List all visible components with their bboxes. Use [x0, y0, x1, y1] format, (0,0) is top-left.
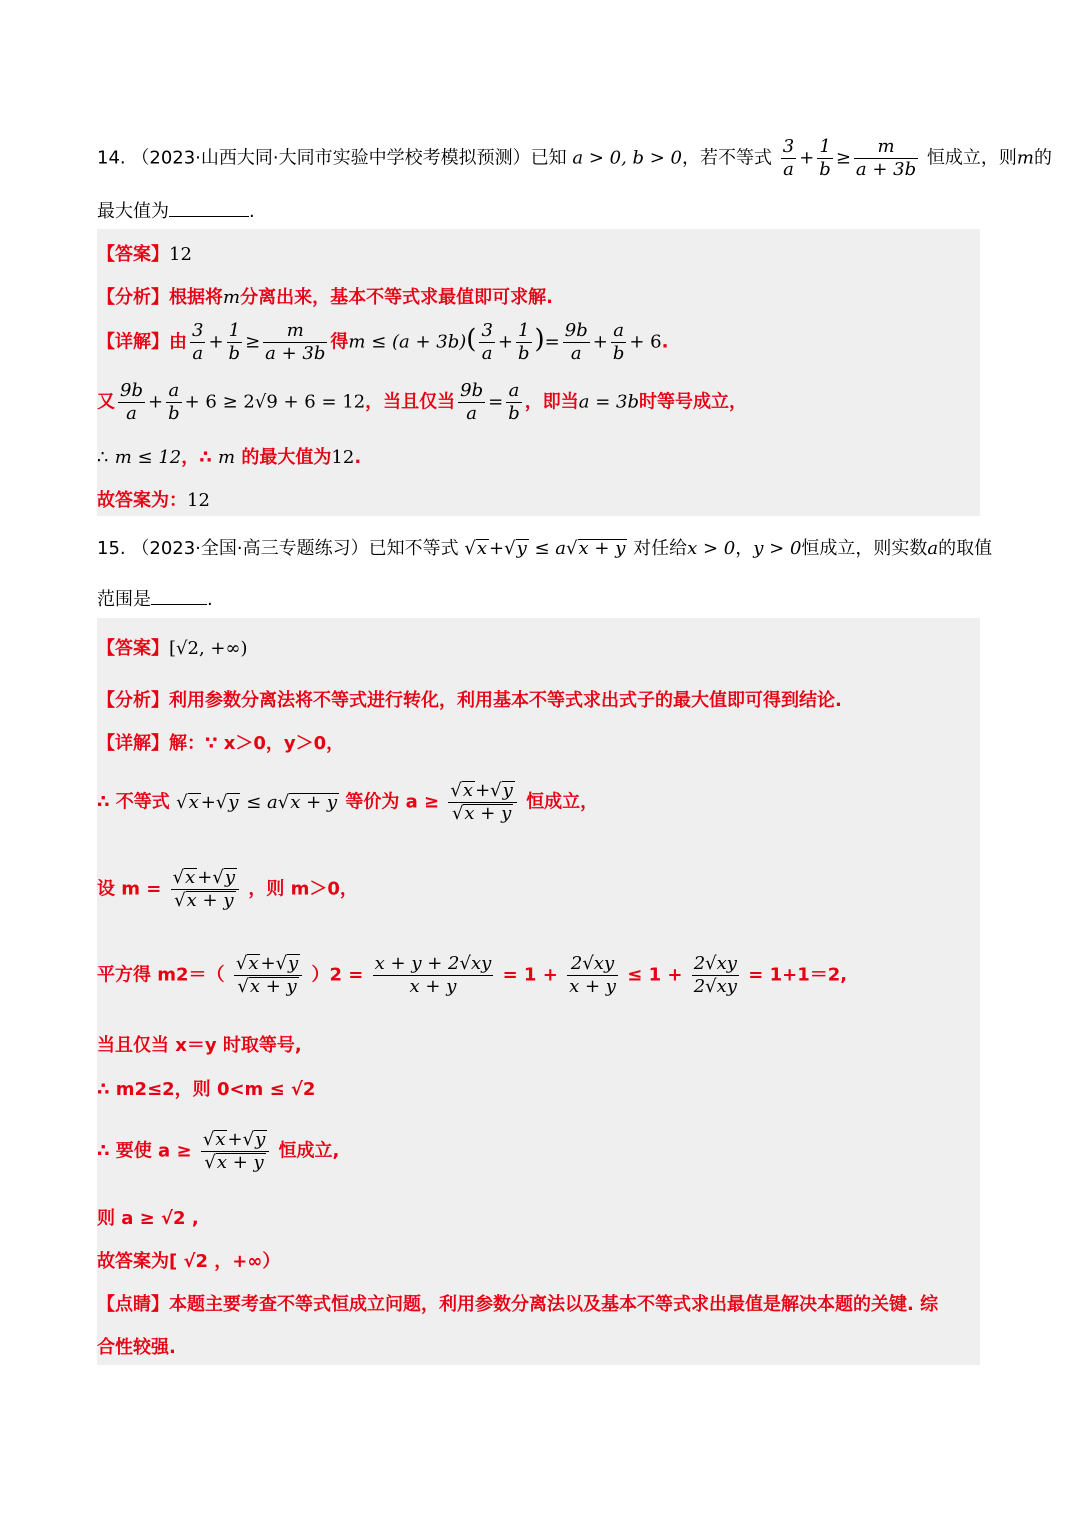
question-15-line1: 15. （2023·全国·高三专题练习）已知不等式 √x +√y ≤ a√x + y 对任给x > 0，y > 0恒成立，则实数a的取值	[97, 538, 993, 559]
answer-block-14	[97, 229, 980, 516]
question-15-line2: 范围是 .	[97, 589, 213, 610]
final-14: 故答案为：12	[97, 490, 210, 511]
detail-15-line7: ∴ 要使 a ≥ $\frac{√x +√y}{√x + y}$ 恒成立,	[97, 1129, 340, 1173]
question-14-line2: 最大值为 .	[97, 201, 255, 222]
answer-blank	[169, 216, 249, 217]
answer-15: 【答案】[√2, +∞)	[97, 638, 248, 659]
answer-14: 【答案】12	[97, 244, 192, 265]
comment-15-line2: 合性较强.	[97, 1337, 176, 1358]
detail-15-line3: 设 m = $\frac{√x +√y}{√x + y}$ ，则 m＞0，	[97, 867, 358, 911]
detail-14-line2: 又 $\frac{9b}{a}$ + $\frac{a}{b}$ + 6 ≥ 2√9 + 6 = 12，当且仅当 $\frac{9b}{a}$ = $\frac{a}{b}$ ，即当a = 3b时等号成立，	[97, 380, 748, 424]
detail-15-line6: ∴ m2≤2，则 0<m ≤ √2	[97, 1079, 316, 1100]
final-15: 故答案为[ √2 ，+∞）	[97, 1251, 281, 1272]
question-14-line1: 14. （2023·山西大同·大同市实验中学校考模拟预测）已知 a > 0, b > 0，若不等式 $\frac{3}{a}$ + $\frac{1}{b}$ ≥ $\frac{m}{a + 3b}$ 恒成立，则m的	[97, 136, 1052, 180]
answer-blank	[151, 604, 207, 605]
analysis-14: 【分析】根据将m分离出来，基本不等式求最值即可求解.	[97, 287, 553, 308]
detail-15-line2: ∴ 不等式 √x +√y ≤ a√x + y 等价为 a ≥ $\frac{√x +√y}{√x + y}$ 恒成立，	[97, 780, 599, 824]
detail-15-line8: 则 a ≥ √2 ,	[97, 1208, 199, 1229]
detail-14-line3: ∴ m ≤ 12，∴ m 的最大值为12.	[97, 447, 362, 468]
analysis-15: 【分析】利用参数分离法将不等式进行转化，利用基本不等式求出式子的最大值即可得到结论.	[97, 690, 842, 711]
detail-15-line1: 【详解】解：∵ x＞0，y＞0，	[97, 733, 345, 754]
detail-15-line5: 当且仅当 x＝y 时取等号,	[97, 1035, 302, 1056]
detail-14-line1: 【详解】由 $\frac{3}{a}$ + $\frac{1}{b}$ ≥ $\frac{m}{a + 3b}$ 得m ≤ (a + 3b)( $\frac{3}{a}$ + $\frac{1}{b}$ )= $\frac{9b}{a}$ + $\frac{a}{b}$ + 6.	[97, 320, 669, 364]
detail-15-line4: 平方得 m2＝（ $\frac{√x +√y}{√x + y}$ ）2 = $\frac{x + y + 2√xy}{x + y}$ = 1 + $\frac{2√xy}{x + y}$ ≤ 1 + $\frac{2√xy}{2√xy}$ = 1+1＝2,	[97, 953, 848, 997]
comment-15-line1: 【点睛】本题主要考查不等式恒成立问题，利用参数分离法以及基本不等式求出最值是解决本题的关键. 综	[97, 1294, 939, 1315]
